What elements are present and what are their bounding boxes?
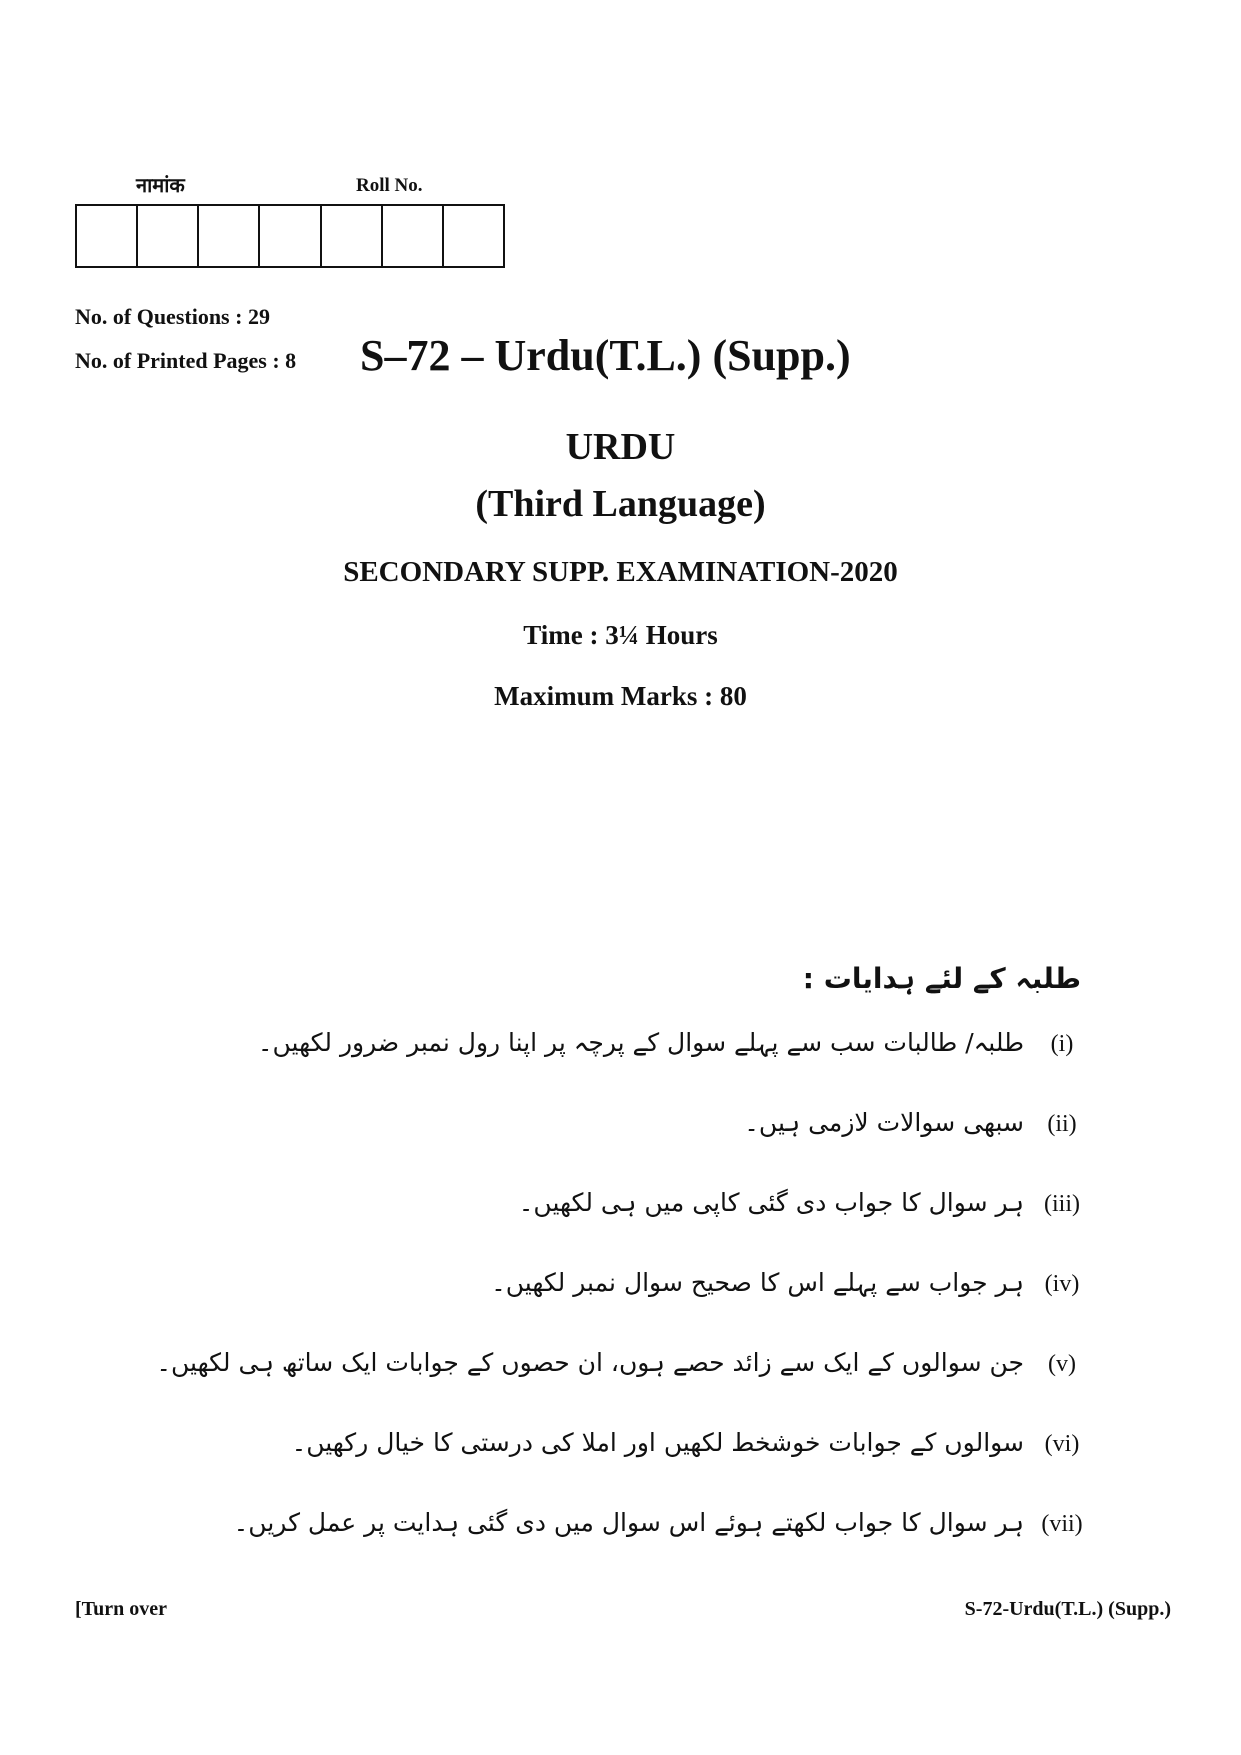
roll-box[interactable] — [77, 206, 138, 266]
exam-name: SECONDARY SUPP. EXAMINATION-2020 — [343, 556, 898, 588]
instruction-text: طلبہ/ طالبات سب سے پہلے سوال کے پرچہ پر اپنا رول نمبر ضرور لکھیں۔ — [257, 1028, 1024, 1057]
roll-box[interactable] — [322, 206, 383, 266]
instruction-number: (i) — [1050, 1031, 1074, 1057]
roll-label-hindi: नामांक — [136, 173, 185, 197]
maximum-marks: Maximum Marks : 80 — [494, 681, 747, 711]
instruction-text: سبھی سوالات لازمی ہیں۔ — [744, 1108, 1024, 1137]
instruction-number: (vi) — [1044, 1431, 1080, 1457]
instruction-item — [106, 1508, 1086, 1588]
instruction-text: سوالوں کے جوابات خوشخط لکھیں اور املا کی درستی کا خیال رکھیں۔ — [291, 1428, 1024, 1457]
instruction-text: ہر سوال کا جواب دی گئی کاپی میں ہی لکھیں۔ — [518, 1188, 1024, 1217]
instruction-text: ہر جواب سے پہلے اس کا صحیح سوال نمبر لکھیں۔ — [491, 1268, 1024, 1297]
instruction-text: ہر سوال کا جواب لکھتے ہوئے اس سوال میں دی گئی ہدایت پر عمل کریں۔ — [233, 1508, 1024, 1537]
page-count: No. of Printed Pages : 8 — [75, 348, 297, 373]
roll-number-boxes — [75, 204, 505, 268]
instruction-item — [106, 1428, 1086, 1508]
instructions-heading: طلبہ کے لئے ہدایات : — [802, 962, 1081, 995]
instruction-number: (iv) — [1044, 1271, 1080, 1297]
instruction-item — [106, 1268, 1086, 1348]
roll-box[interactable] — [138, 206, 199, 266]
time-allowed: Time : 3¼ Hours — [523, 620, 718, 650]
instruction-number: (vii) — [1041, 1511, 1083, 1537]
roll-box[interactable] — [260, 206, 321, 266]
roll-box[interactable] — [444, 206, 503, 266]
roll-label: Roll No. — [356, 175, 423, 196]
roll-box[interactable] — [199, 206, 260, 266]
language-subtitle: (Third Language) — [475, 483, 766, 525]
roll-box[interactable] — [383, 206, 444, 266]
instruction-item — [106, 1348, 1086, 1428]
turn-over-note: [Turn over — [75, 1598, 168, 1620]
instruction-item — [106, 1108, 1086, 1188]
instruction-number: (iii) — [1044, 1191, 1080, 1217]
subject-title: URDU — [565, 426, 676, 468]
instructions-list — [106, 1028, 1086, 1588]
footer-paper-code: S-72-Urdu(T.L.) (Supp.) — [964, 1598, 1171, 1620]
instruction-item — [106, 1188, 1086, 1268]
paper-code-title: S–72 – Urdu(T.L.) (Supp.) — [360, 331, 851, 380]
instruction-number: (ii) — [1047, 1111, 1077, 1137]
instruction-item — [106, 1028, 1086, 1108]
instruction-number: (v) — [1048, 1351, 1076, 1377]
question-count: No. of Questions : 29 — [75, 304, 270, 329]
instruction-text: جن سوالوں کے ایک سے زائد حصے ہوں، ان حصوں کے جوابات ایک ساتھ ہی لکھیں۔ — [156, 1348, 1024, 1377]
